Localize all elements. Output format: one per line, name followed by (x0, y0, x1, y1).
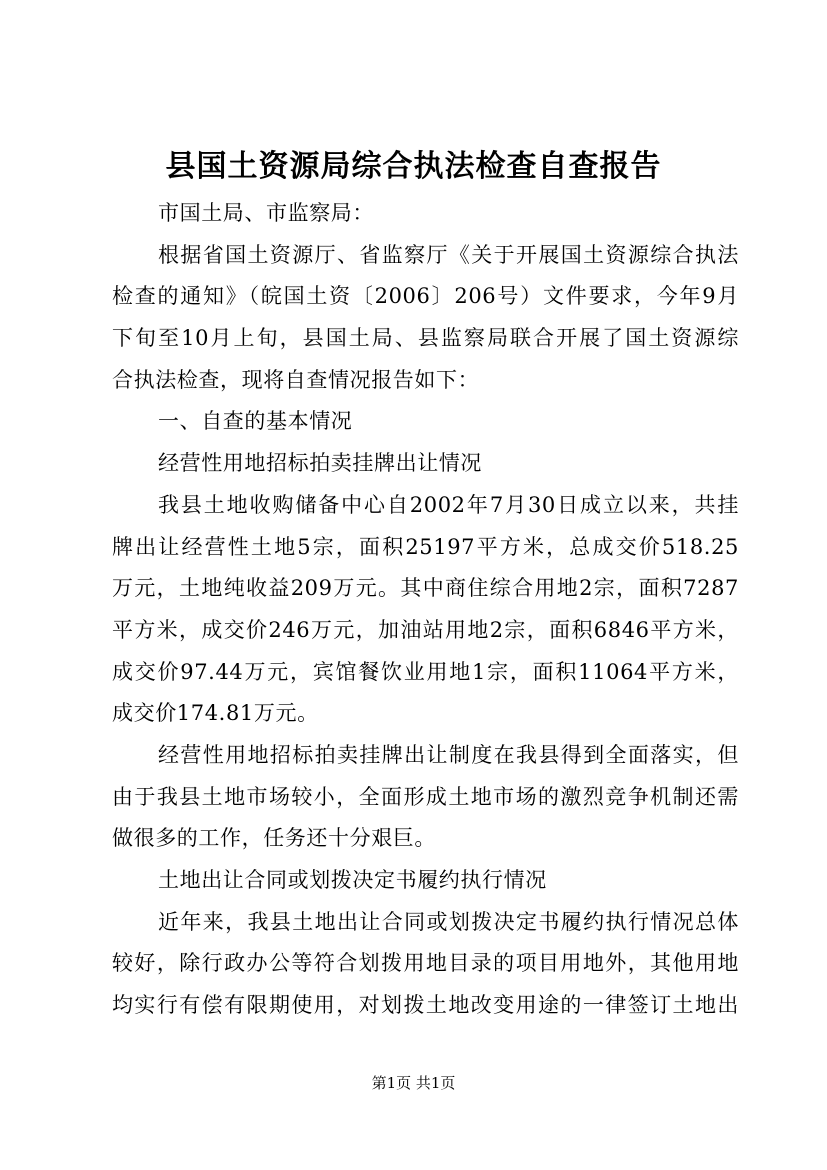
document-title: 县国土资源局综合执法检查自查报告 (165, 149, 662, 184)
paragraph-line: 成交价97.44万元，宾馆餐饮业用地1宗，面积11064平方米， (112, 659, 739, 684)
paragraph-line: 较好，除行政办公等符合划拨用地目录的项目用地外，其他用地 (112, 951, 739, 976)
paragraph-line: 合执法检查，现将自查情况报告如下： (112, 367, 480, 392)
paragraph-line: 成交价174.81万元。 (112, 701, 319, 726)
paragraph-line: 均实行有偿有限期使用，对划拨土地改变用途的一律签订土地出 (112, 993, 739, 1018)
subsection-heading: 土地出让合同或划拨决定书履约执行情况 (158, 868, 547, 892)
paragraph-line: 万元，土地纯收益209万元。其中商住综合用地2宗，面积7287 (112, 576, 739, 601)
section-heading: 一、自查的基本情况 (158, 409, 353, 434)
subsection-heading: 经营性用地招标拍卖挂牌出让情况 (158, 451, 482, 476)
page-footer: 第1页 共1页 (371, 1074, 456, 1092)
paragraph-line: 下旬至10月上旬，县国土局、县监察局联合开展了国土资源综 (112, 326, 739, 351)
paragraph-line: 做很多的工作，任务还十分艰巨。 (112, 826, 436, 851)
document-body (112, 193, 739, 1027)
paragraph-line: 检查的通知》（皖国土资〔2006〕206号）文件要求，今年9月 (112, 284, 739, 309)
paragraph-line: 牌出让经营性土地5宗，面积25197平方米，总成交价518.25 (112, 534, 739, 559)
paragraph-line: 近年来，我县土地出让合同或划拨决定书履约执行情况总体 (158, 909, 739, 934)
paragraph-line: 经营性用地招标拍卖挂牌出让制度在我县得到全面落实，但 (158, 742, 739, 767)
paragraph-line: 根据省国土资源厅、省监察厅《关于开展国土资源综合执法 (158, 242, 739, 267)
salutation: 市国土局、市监察局： (158, 201, 374, 225)
paragraph-line: 平方米，成交价246万元，加油站用地2宗，面积6846平方米， (112, 617, 739, 642)
paragraph-line: 我县土地收购储备中心自2002年7月30日成立以来，共挂 (158, 492, 739, 517)
paragraph-line: 由于我县土地市场较小，全面形成土地市场的激烈竞争机制还需 (112, 784, 739, 809)
